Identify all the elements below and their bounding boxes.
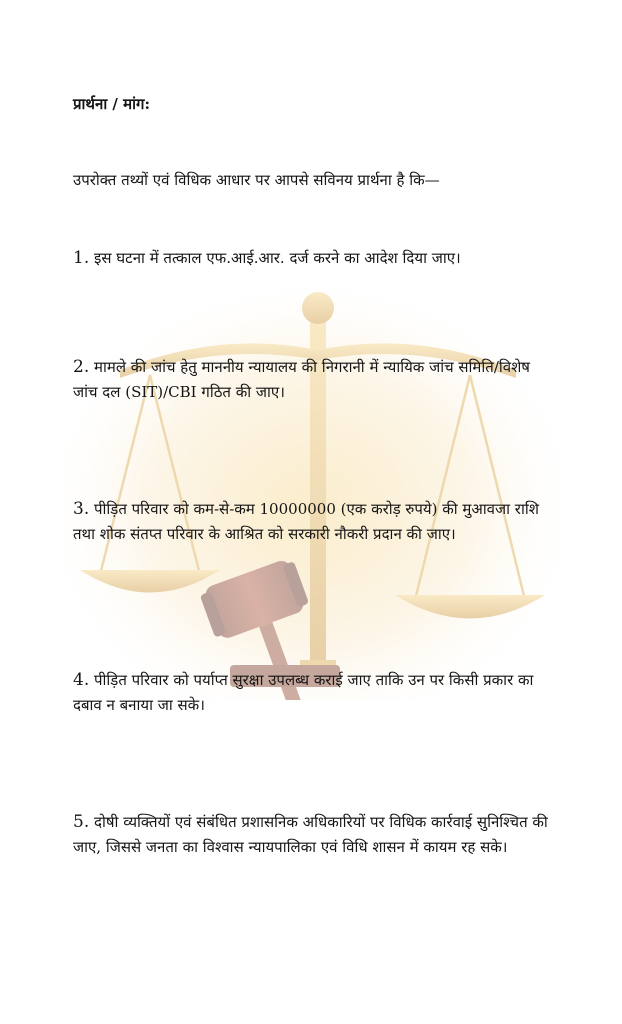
list-item-number: 5. bbox=[73, 812, 90, 832]
list-item bbox=[73, 246, 553, 271]
list-item-text: मामले की जांच हेतु माननीय न्यायालय की निगरानी में न्यायिक जांच समिति/विशेष जांच दल (SIT)/CBI गठित की जाए। bbox=[73, 358, 530, 401]
list-item bbox=[73, 497, 553, 547]
intro-paragraph: उपरोक्त तथ्यों एवं विधिक आधार पर आपसे सविनय प्रार्थना है कि— bbox=[73, 171, 440, 189]
list-item bbox=[73, 810, 553, 860]
list-item-number: 1. bbox=[73, 248, 90, 268]
page-heading: प्रार्थना / मांग: bbox=[73, 95, 150, 113]
list-item bbox=[73, 668, 553, 718]
list-item-text: इस घटना में तत्काल एफ.आई.आर. दर्ज करने का आदेश दिया जाए। bbox=[94, 249, 461, 267]
list-item-text: दोषी व्यक्तियों एवं संबंधित प्रशासनिक अधिकारियों पर विधिक कार्रवाई सुनिश्चित की जाए, जिससे जनता का विश्वास न्यायपालिका एवं विधि शासन में कायम रह सके। bbox=[73, 813, 548, 856]
list-item-text: पीड़ित परिवार को पर्याप्त सुरक्षा उपलब्ध कराई जाए ताकि उन पर किसी प्रकार का दबाव न बनाया जा सके। bbox=[73, 671, 534, 714]
list-item-number: 3. bbox=[73, 499, 90, 519]
list-item bbox=[73, 355, 553, 405]
list-item-text: पीड़ित परिवार को कम-से-कम 10000000 (एक करोड़ रुपये) की मुआवजा राशि तथा शोक संतप्त परिवार के आश्रित को सरकारी नौकरी प्रदान की जाए। bbox=[73, 500, 539, 543]
list-item-number: 2. bbox=[73, 357, 90, 377]
list-item-number: 4. bbox=[73, 670, 90, 690]
